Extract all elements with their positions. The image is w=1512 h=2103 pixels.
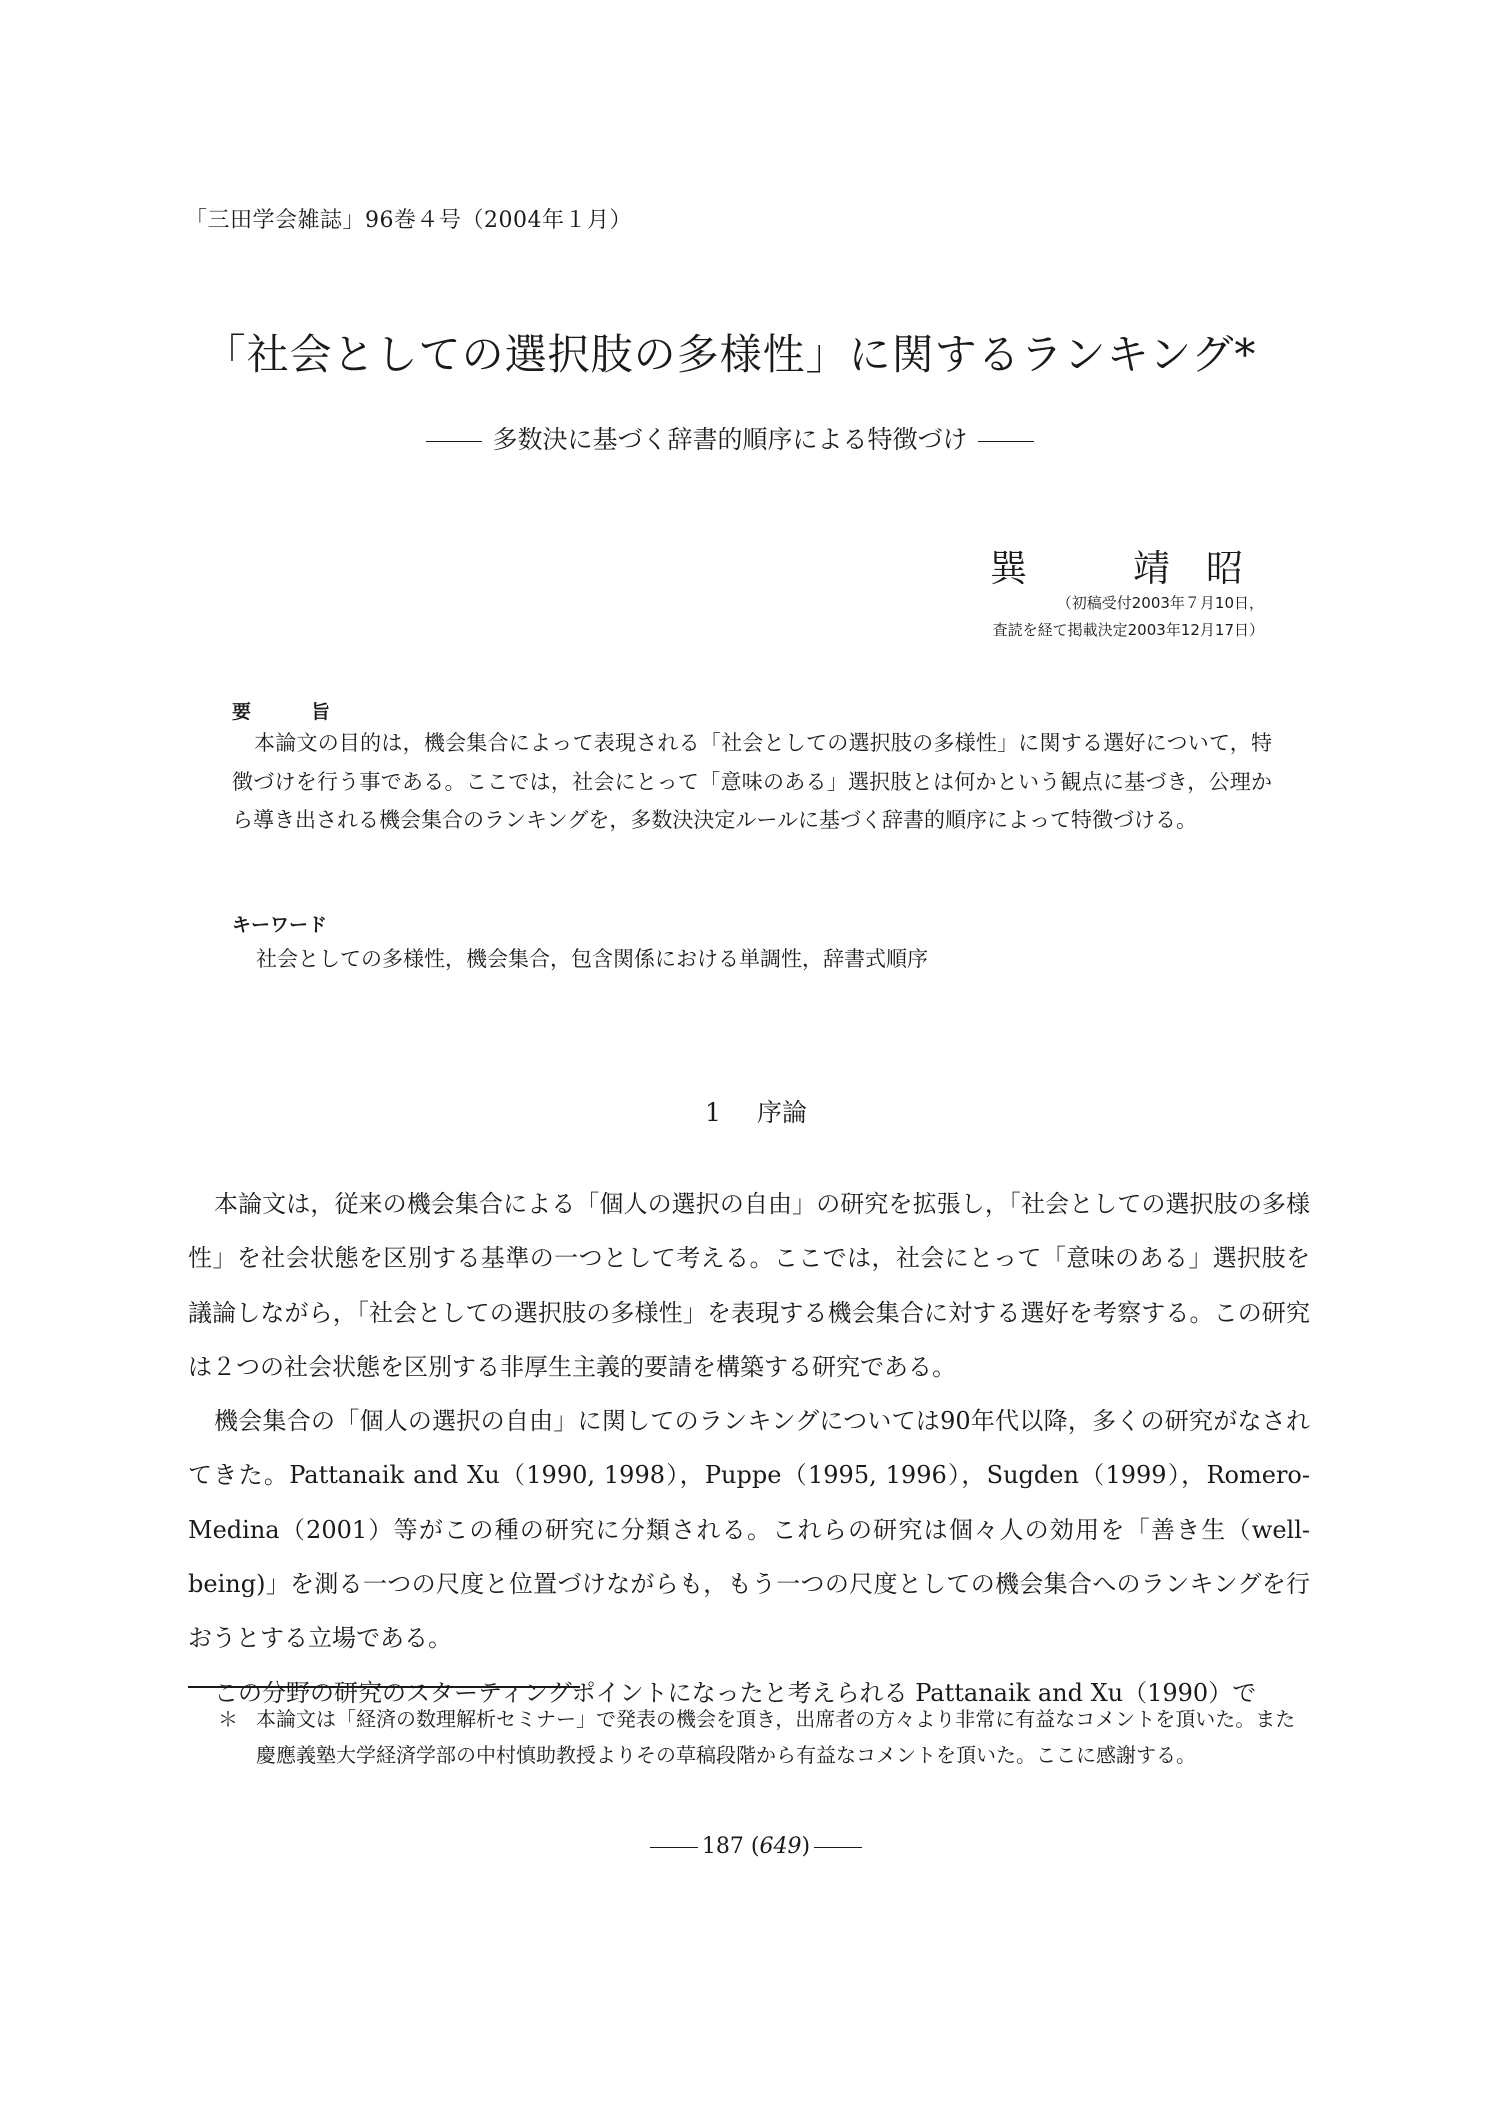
footnote-text: 本論文は「経済の数理解析セミナー」で発表の機会を頂き，出席者の方々より非常に有益なコメントを頂いた。また慶應義塾大学経済学部の中村慎助教授よりその草稿段階から有益なコメントを頂いた。ここに感謝する。 bbox=[256, 1707, 1296, 1767]
abstract-heading-b: 旨 bbox=[311, 701, 331, 723]
paper-subtitle bbox=[140, 420, 1320, 456]
keywords-body: 社会としての多様性，機会集合，包含関係における単調性，辞書式順序 bbox=[256, 947, 928, 971]
page-number: 187 (649) bbox=[0, 1834, 1512, 1859]
section-title: 序論 bbox=[756, 1098, 807, 1127]
author-name-part1: 巽 bbox=[990, 547, 1027, 590]
author-name-part3: 昭 bbox=[1206, 547, 1243, 590]
paragraph: 本論文は，従来の機会集合による「個人の選択の自由」の研究を拡張し，「社会としての選択肢の多様性」を社会状態を区別する基準の一つとして考える。ここでは，社会にとって「意味のある」選択肢を議論しながら，「社会としての選択肢の多様性」を表現する機会集合に対する選好を考察する。この研究は２つの社会状態を区別する非厚生主義的要請を構築する研究である。 bbox=[188, 1190, 1310, 1381]
keywords-heading: キーワード bbox=[232, 914, 328, 936]
received-line2: 査読を経て掲載決定2003年12月17日） bbox=[992, 621, 1264, 639]
footnote-mark: ＊ bbox=[218, 1707, 238, 1731]
paper-title: 「社会としての選択肢の多様性」に関するランキング* bbox=[203, 330, 1257, 379]
abstract-heading-a: 要 bbox=[232, 701, 252, 723]
footnote-rule bbox=[188, 1686, 580, 1688]
abstract-heading bbox=[232, 697, 330, 724]
section-heading bbox=[0, 1093, 1512, 1129]
body-text bbox=[188, 1177, 1310, 1720]
subtitle-text: 多数決に基づく辞書的順序による特徴づけ bbox=[492, 425, 968, 454]
abstract-body: 本論文の目的は，機会集合によって表現される「社会としての選択肢の多様性」に関する選好について，特徴づけを行う事である。ここでは，社会にとって「意味のある」選択肢とは何かという観点に基づき，公理から導き出される機会集合のランキングを，多数決決定ルールに基づく辞書的順序によって特徴づける。 bbox=[232, 731, 1272, 832]
page-number-dash-right bbox=[814, 1847, 862, 1848]
subtitle-dash-left bbox=[426, 441, 482, 442]
received-dates bbox=[993, 590, 1264, 644]
paragraph: 機会集合の「個人の選択の自由」に関してのランキングについては90年代以降，多くの研究がなされてきた。Pattanaik and Xu（1990, 1998），Puppe（1995, 1996），Sugden（1999），Romero-Medina（2001）等がこの種の研究に分類される。これらの研究は個々人の効用を「善き生（well-being)」を測る一つの尺度と位置づけながらも，もう一つの尺度としての機会集合へのランキングを行おうとする立場である。 bbox=[188, 1407, 1310, 1653]
page-number-dash-left bbox=[650, 1847, 698, 1848]
subtitle-dash-right bbox=[978, 441, 1034, 442]
author-name-part2: 靖 bbox=[1133, 547, 1170, 590]
page-number-total: 649 bbox=[759, 1834, 802, 1859]
section-number: 1 bbox=[705, 1098, 721, 1127]
received-line1: （初稿受付2003年７月10日， bbox=[1056, 594, 1264, 612]
author-name bbox=[990, 538, 1243, 592]
page-number-page: 187 bbox=[701, 1834, 744, 1859]
paragraph: この分野の研究のスターティングポイントになったと考えられる Pattanaik and Xu（1990）で bbox=[214, 1678, 1257, 1707]
journal-citation: 「三田学会雑誌」96巻４号（2004年１月） bbox=[185, 208, 632, 233]
footnote bbox=[218, 1701, 1310, 1773]
